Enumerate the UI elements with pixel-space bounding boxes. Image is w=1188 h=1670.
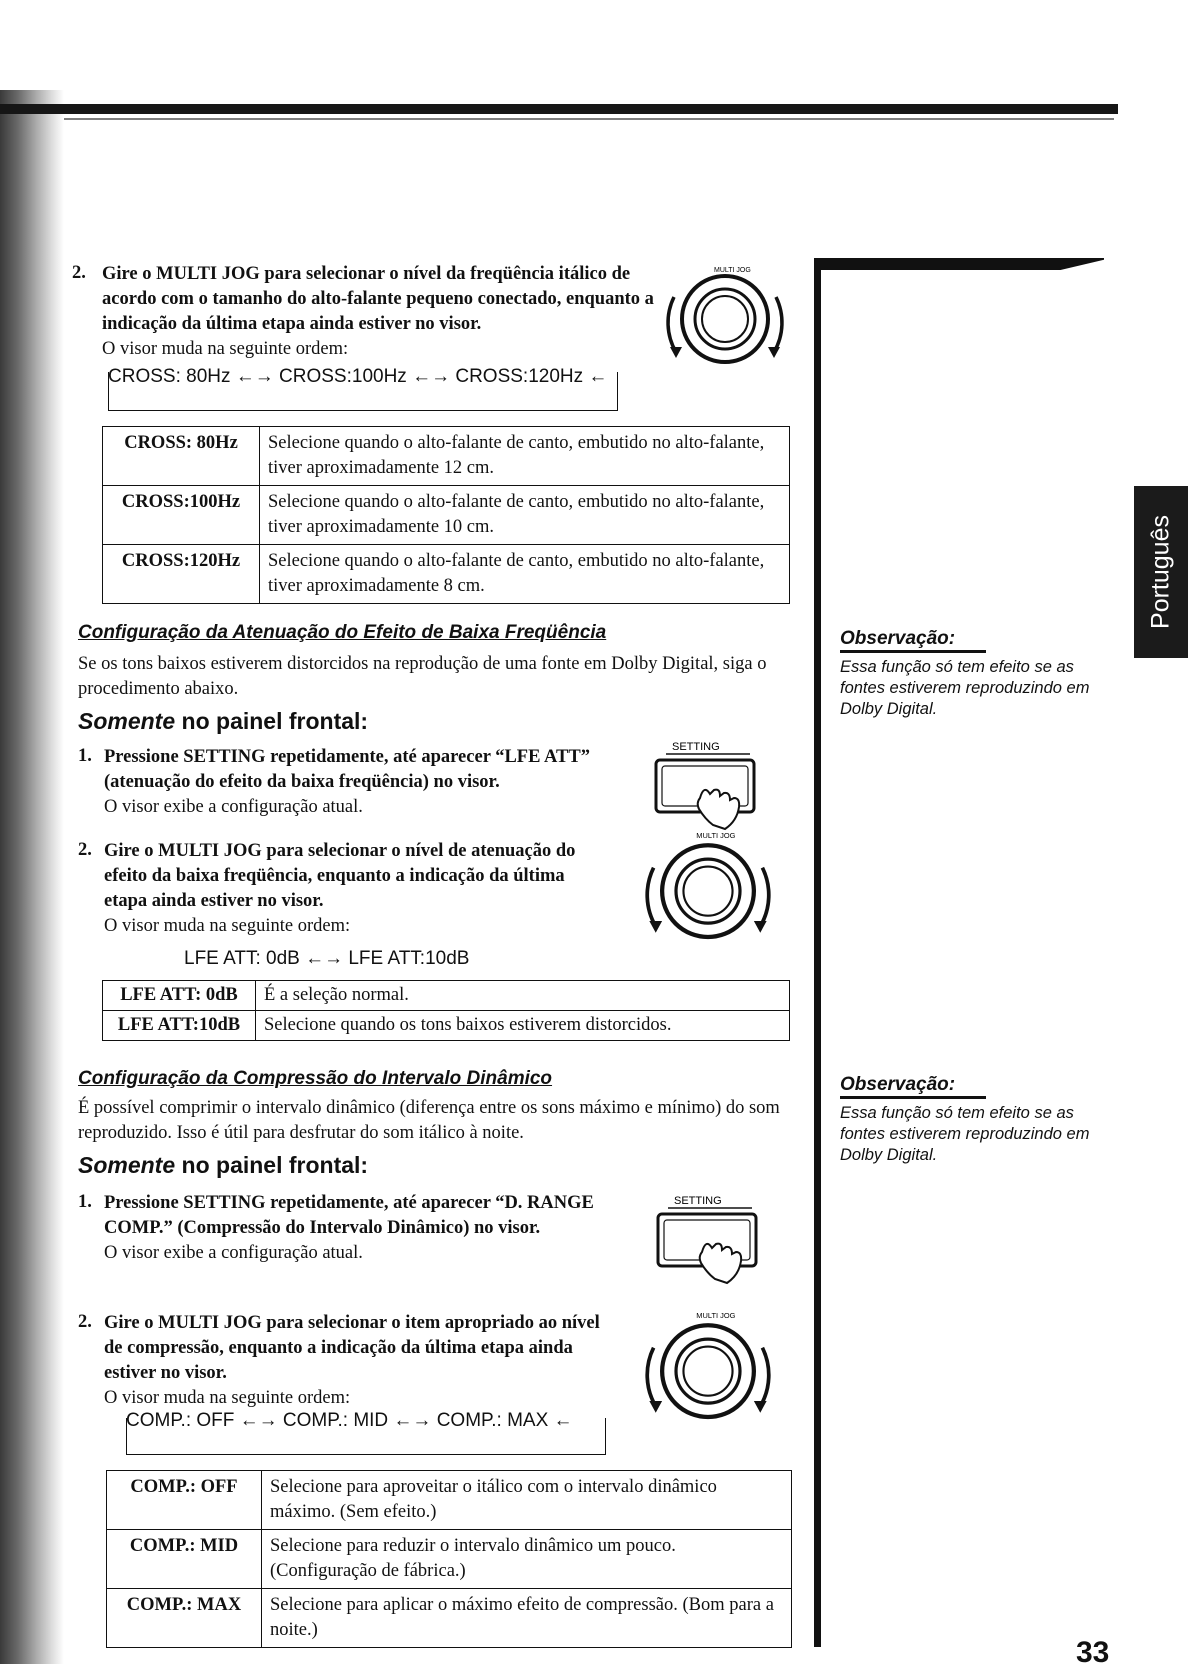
drc-intro: É possível comprimir o intervalo dinâmico (diferença entre os sons máximo e mínimo) do som reproduzido. Isso é útil para desfrutar do som itálico à noite.	[78, 1098, 780, 1143]
table-desc: Selecione para aplicar o máximo efeito de compressão. (Bom para a noite.)	[262, 1589, 792, 1648]
table-row	[103, 545, 790, 604]
lfe-sequence: LFE ATT: 0dB ←→ LFE ATT:10dB	[184, 948, 470, 969]
sidebar-top-rule	[814, 258, 1104, 270]
note-text: Essa função só tem efeito se as fontes estiverem reproduzindo em Dolby Digital.	[840, 1104, 1090, 1164]
note-1	[840, 628, 1110, 720]
drc-subheading: Somente no painel frontal:	[78, 1152, 369, 1178]
page-number: 33	[1076, 1636, 1110, 1669]
scan-edge	[0, 90, 64, 1664]
crossover-step-instruction: Gire o MULTI JOG para selecionar o nível da freqüência itálico de acordo com o tamanho do alto-falante pequeno conectado, enquanto a indicação da última etapa ainda estiver no visor.	[102, 264, 654, 334]
table-key: CROSS:120Hz	[103, 545, 260, 604]
table-desc: Selecione quando os tons baixos estiverem distorcidos.	[256, 1011, 790, 1041]
table-key: COMP.: OFF	[107, 1471, 262, 1530]
table-key: COMP.: MID	[107, 1530, 262, 1589]
crossover-sequence-loop	[108, 372, 618, 411]
table-desc: Selecione para aproveitar o itálico com o intervalo dinâmico máximo. (Sem efeito.)	[262, 1471, 792, 1530]
drc-step2-instruction: Gire o MULTI JOG para selecionar o item apropriado ao nível de compressão, enquanto a indicação da última etapa ainda estiver no visor.	[104, 1313, 600, 1383]
table-row	[103, 1011, 790, 1041]
header-rule-thin	[64, 118, 1114, 120]
table-row	[107, 1471, 792, 1530]
drc-heading: Configuração da Compressão do Intervalo Dinâmico	[78, 1068, 553, 1089]
table-row	[103, 427, 790, 486]
svg-text:MULTI JOG: MULTI JOG	[714, 267, 751, 274]
header-rule	[0, 104, 1118, 114]
drc-table	[106, 1470, 792, 1648]
lfe-subheading: Somente no painel frontal:	[78, 708, 369, 734]
crossover-step-number: 2.	[72, 263, 86, 283]
table-row	[103, 486, 790, 545]
multi-jog-knob-icon	[650, 252, 800, 372]
table-desc: Selecione quando o alto-falante de canto, embutido no alto-falante, tiver aproximadamente 8 cm.	[260, 545, 790, 604]
language-tab: Português	[1134, 486, 1188, 658]
crossover-step-note: O visor muda na seguinte ordem:	[102, 339, 349, 359]
crossover-step	[102, 262, 662, 362]
drc-step2	[104, 1311, 604, 1411]
drc-step1-number: 1.	[78, 1192, 92, 1212]
drc-step1-instruction: Pressione SETTING repetidamente, até aparecer “D. RANGE COMP.” (Compressão do Intervalo Dinâmico) no visor.	[104, 1193, 594, 1238]
table-row	[103, 981, 790, 1011]
table-row	[107, 1530, 792, 1589]
table-row	[107, 1589, 792, 1648]
multi-jog-knob-icon	[628, 824, 788, 954]
table-key: CROSS: 80Hz	[103, 427, 260, 486]
setting-button-icon	[652, 1192, 782, 1302]
column-divider	[814, 262, 821, 1647]
lfe-step2-note: O visor muda na seguinte ordem:	[104, 916, 351, 936]
table-key: COMP.: MAX	[107, 1589, 262, 1648]
table-key: LFE ATT:10dB	[103, 1011, 256, 1041]
lfe-step2	[104, 839, 584, 939]
lfe-step1-note: O visor exibe a configuração atual.	[104, 797, 363, 817]
note-underline	[840, 1096, 986, 1099]
table-desc: Selecione para reduzir o intervalo dinâmico um pouco. (Configuração de fábrica.)	[262, 1530, 792, 1589]
lfe-heading: Configuração da Atenuação do Efeito de Baixa Freqüência	[78, 622, 607, 643]
lfe-step1-number: 1.	[78, 746, 92, 766]
svg-text:MULTI JOG: MULTI JOG	[696, 1310, 736, 1320]
svg-text:SETTING: SETTING	[674, 1195, 722, 1207]
drc-step2-number: 2.	[78, 1312, 92, 1332]
note-text: Essa função só tem efeito se as fontes estiverem reproduzindo em Dolby Digital.	[840, 658, 1090, 718]
drc-step2-note: O visor muda na seguinte ordem:	[104, 1388, 351, 1408]
note-title: Observação:	[840, 1074, 956, 1095]
crossover-table	[102, 426, 790, 604]
drc-step1	[104, 1191, 604, 1266]
multi-jog-knob-icon	[628, 1304, 788, 1434]
svg-text:MULTI JOG: MULTI JOG	[696, 830, 736, 840]
note-underline	[840, 650, 986, 653]
table-key: LFE ATT: 0dB	[103, 981, 256, 1011]
note-2	[840, 1074, 1110, 1166]
table-desc: É a seleção normal.	[256, 981, 790, 1011]
crossover-sequence: CROSS: 80Hz ←→ CROSS:100Hz ←→ CROSS:120Hz ←	[108, 366, 608, 387]
lfe-step1-instruction: Pressione SETTING repetidamente, até aparecer “LFE ATT” (atenuação do efeito da baixa freqüência) no visor.	[104, 747, 590, 792]
drc-sequence: COMP.: OFF ←→ COMP.: MID ←→ COMP.: MAX ←	[126, 1410, 573, 1431]
table-key: CROSS:100Hz	[103, 486, 260, 545]
lfe-step2-instruction: Gire o MULTI JOG para selecionar o nível de atenuação do efeito da baixa freqüência, enquanto a indicação da última etapa ainda estiver no visor.	[104, 841, 576, 911]
lfe-intro: Se os tons baixos estiverem distorcidos na reprodução de uma fonte em Dolby Digital, siga o procedimento abaixo.	[78, 654, 767, 699]
lfe-step1	[104, 745, 604, 820]
note-title: Observação:	[840, 628, 956, 649]
lfe-table	[102, 980, 790, 1041]
lfe-step2-number: 2.	[78, 840, 92, 860]
table-desc: Selecione quando o alto-falante de canto, embutido no alto-falante, tiver aproximadamente 12 cm.	[260, 427, 790, 486]
table-desc: Selecione quando o alto-falante de canto, embutido no alto-falante, tiver aproximadamente 10 cm.	[260, 486, 790, 545]
svg-text:SETTING: SETTING	[672, 741, 720, 753]
drc-step1-note: O visor exibe a configuração atual.	[104, 1243, 363, 1263]
drc-sequence-loop	[126, 1418, 606, 1455]
